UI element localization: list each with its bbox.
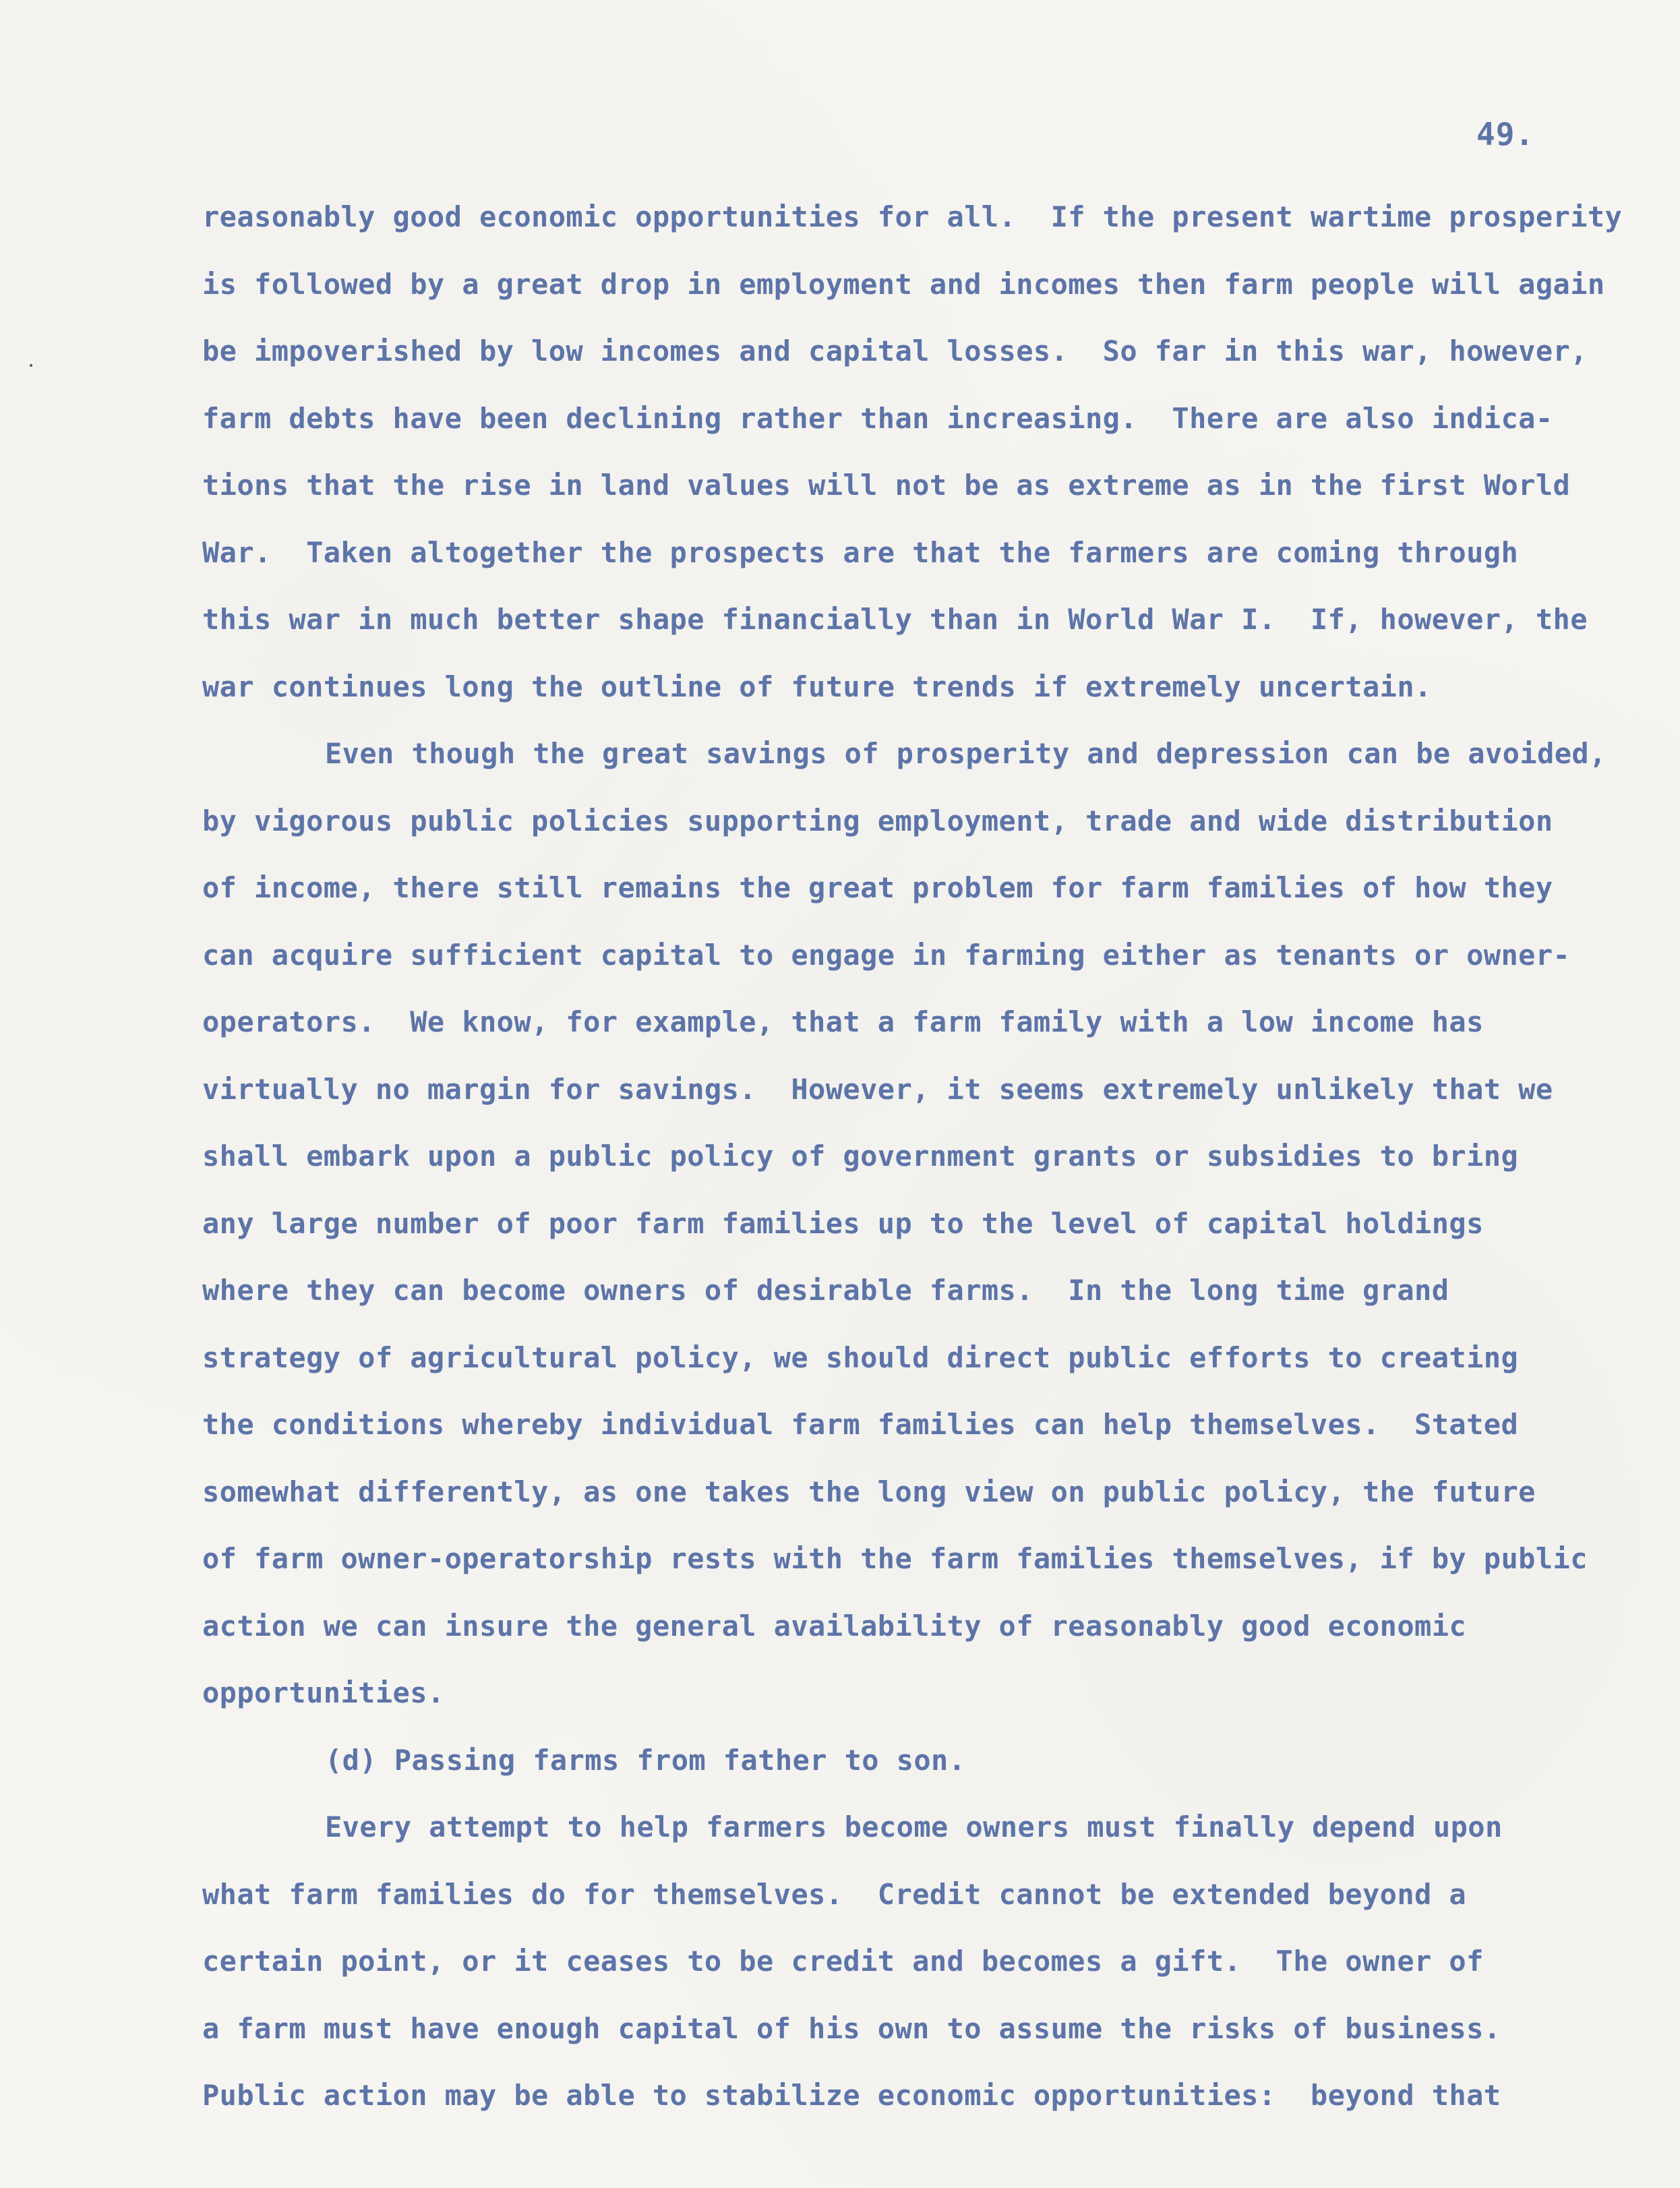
paragraph-first-line: Every attempt to help farmers become owners must finally depend upon (325, 1810, 1503, 1843)
text-line: action we can insure the general availability of reasonably good economic (202, 1609, 1467, 1643)
section-heading: (d) Passing farms from father to son. (325, 1743, 966, 1777)
text-line: operators. We know, for example, that a farm family with a low income has (202, 1005, 1484, 1038)
text-line: can acquire sufficient capital to engage in farming either as tenants or owner- (202, 938, 1571, 972)
text-line: where they can become owners of desirable farms. In the long time grand (202, 1274, 1449, 1307)
text-line: by vigorous public policies supporting employment, trade and wide distribution (202, 804, 1553, 837)
text-line: what farm families do for themselves. Credit cannot be extended beyond a (202, 1877, 1467, 1911)
text-line: any large number of poor farm families up to the level of capital holdings (202, 1206, 1484, 1240)
text-line: shall embark upon a public policy of government grants or subsidies to bring (202, 1140, 1519, 1173)
text-line: farm debts have been declining rather than increasing. There are also indica- (202, 401, 1553, 435)
margin-speck (30, 364, 32, 367)
text-line: strategy of agricultural policy, we should direct public efforts to creating (202, 1340, 1519, 1374)
text-line: this war in much better shape financially than in World War I. If, however, the (202, 603, 1588, 636)
text-line: opportunities. (202, 1676, 445, 1709)
page-number: 49. (1476, 116, 1535, 152)
text-line: tions that the rise in land values will not be as extreme as in the first World (202, 469, 1571, 502)
text-line: somewhat differently, as one takes the long view on public policy, the future (202, 1475, 1536, 1508)
paragraph-first-line: Even though the great savings of prosperity and depression can be avoided, (325, 737, 1607, 770)
text-line: is followed by a great drop in employment and incomes then farm people will again (202, 267, 1605, 301)
text-line: a farm must have enough capital of his own to assume the risks of business. (202, 2011, 1501, 2045)
text-line: of farm owner-operatorship rests with the farm families themselves, if by public (202, 1542, 1588, 1575)
text-line: war continues long the outline of future trends if extremely uncertain. (202, 670, 1432, 703)
text-line: reasonably good economic opportunities for all. If the present wartime prosperity (202, 200, 1623, 233)
text-line: War. Taken altogether the prospects are that the farmers are coming through (202, 535, 1519, 569)
text-line: be impoverished by low incomes and capital losses. So far in this war, however, (202, 334, 1588, 367)
text-line: of income, there still remains the great problem for farm families of how they (202, 871, 1553, 904)
body-text (202, 183, 1645, 2129)
text-line: certain point, or it ceases to be credit and becomes a gift. The owner of (202, 1945, 1484, 1978)
text-line: virtually no margin for savings. However, it seems extremely unlikely that we (202, 1072, 1553, 1106)
text-line: Public action may be able to stabilize economic opportunities: beyond that (202, 2079, 1501, 2112)
text-line: the conditions whereby individual farm families can help themselves. Stated (202, 1408, 1519, 1441)
